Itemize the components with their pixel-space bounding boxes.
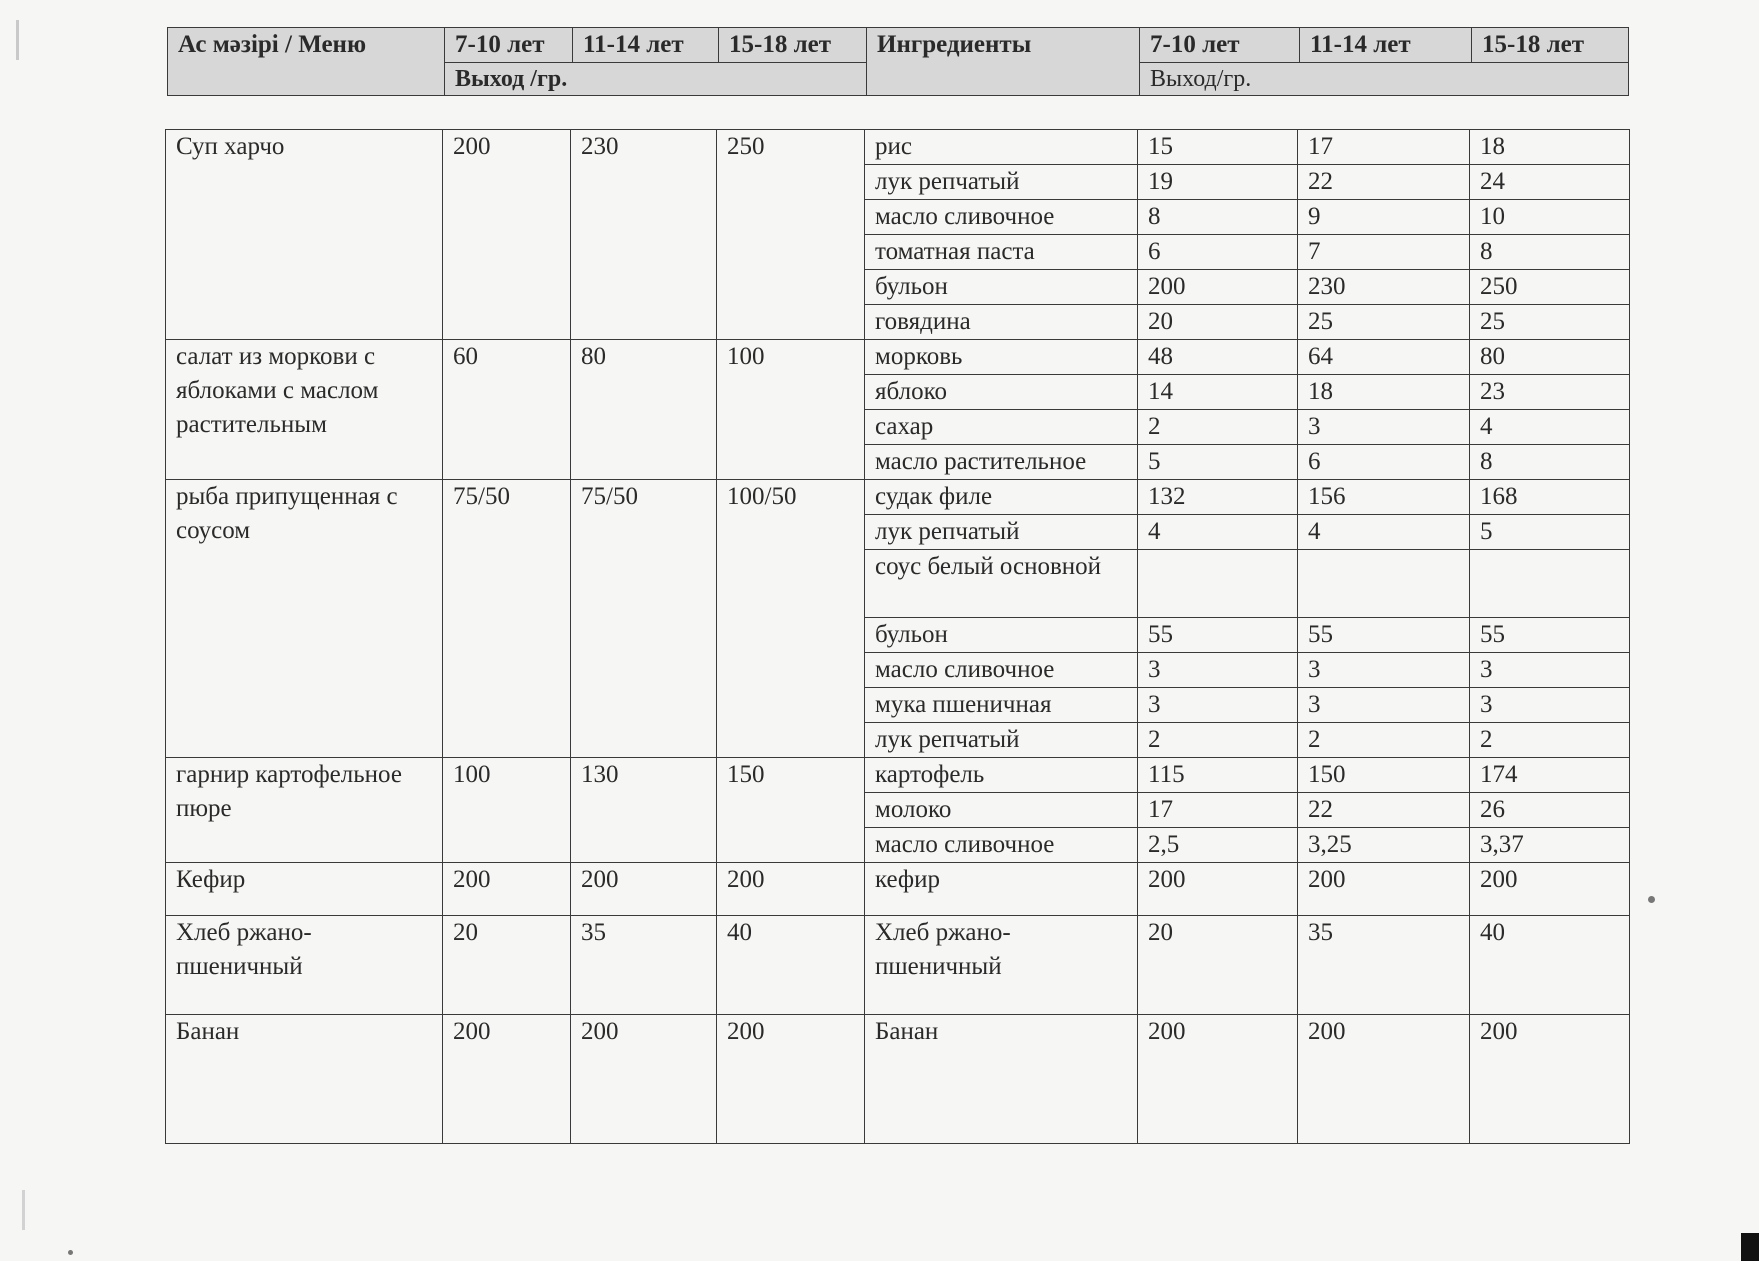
menu-column-header: Ас мәзірі / Меню — [168, 28, 445, 96]
ingredient-value: 2,5 — [1138, 828, 1298, 863]
ingredient-value: 250 — [1470, 270, 1630, 305]
ingredient-value: 22 — [1298, 165, 1470, 200]
dish-yield: 200 — [571, 863, 717, 916]
ingredient-name: яблоко — [865, 375, 1138, 410]
age-7-10-header: 7-10 лет — [445, 28, 573, 63]
dish-name: рыба припущенная с соусом — [166, 480, 443, 758]
ingredient-value: 18 — [1470, 130, 1630, 165]
scan-corner-mark — [1741, 1233, 1759, 1261]
ingredient-name: рис — [865, 130, 1138, 165]
ingredient-value: 200 — [1298, 1015, 1470, 1144]
dish-yield: 20 — [443, 916, 571, 1015]
dish-name: Кефир — [166, 863, 443, 916]
ingredient-value: 3 — [1298, 688, 1470, 723]
age-15-18-header: 15-18 лет — [719, 28, 867, 63]
ingredient-value: 55 — [1138, 618, 1298, 653]
dish-yield: 200 — [443, 130, 571, 340]
ingredient-value: 3 — [1470, 653, 1630, 688]
ingredient-name: соус белый основной — [865, 550, 1138, 618]
ingredient-value: 200 — [1138, 270, 1298, 305]
dish-yield: 100 — [717, 340, 865, 480]
dish-yield: 200 — [443, 863, 571, 916]
ingredient-name: говядина — [865, 305, 1138, 340]
scan-speck — [68, 1250, 73, 1255]
ingredient-value: 64 — [1298, 340, 1470, 375]
dish-yield: 200 — [571, 1015, 717, 1144]
yield-header-left: Выход /гр. — [445, 63, 867, 96]
dish-yield: 40 — [717, 916, 865, 1015]
ingredient-value: 4 — [1298, 515, 1470, 550]
ingredient-name: картофель — [865, 758, 1138, 793]
ingredient-value — [1138, 550, 1298, 618]
ingredient-value: 3,37 — [1470, 828, 1630, 863]
ingredient-value: 6 — [1138, 235, 1298, 270]
dish-yield: 80 — [571, 340, 717, 480]
dish-yield: 60 — [443, 340, 571, 480]
ingredient-value: 8 — [1470, 235, 1630, 270]
scan-speck — [1648, 896, 1655, 903]
ingredient-value: 8 — [1138, 200, 1298, 235]
ingredient-name: кефир — [865, 863, 1138, 916]
ingredient-age-15-18-header: 15-18 лет — [1472, 28, 1629, 63]
ingredient-value: 150 — [1298, 758, 1470, 793]
dish-yield: 100/50 — [717, 480, 865, 758]
ingredient-value: 200 — [1470, 1015, 1630, 1144]
ingredient-value: 3 — [1298, 410, 1470, 445]
ingredient-value: 132 — [1138, 480, 1298, 515]
ingredient-value: 9 — [1298, 200, 1470, 235]
ingredient-value: 2 — [1138, 723, 1298, 758]
ingredient-name: масло сливочное — [865, 653, 1138, 688]
ingredient-value: 22 — [1298, 793, 1470, 828]
ingredient-name: масло сливочное — [865, 200, 1138, 235]
dish-name: салат из моркови с яблоками с маслом растительным — [166, 340, 443, 480]
ingredient-name: масло сливочное — [865, 828, 1138, 863]
dish-yield: 130 — [571, 758, 717, 863]
menu-header-table — [167, 27, 1629, 96]
ingredient-value: 17 — [1298, 130, 1470, 165]
dish-yield: 150 — [717, 758, 865, 863]
ingredient-value: 2 — [1470, 723, 1630, 758]
dish-yield: 200 — [717, 863, 865, 916]
ingredient-value: 20 — [1138, 305, 1298, 340]
ingredient-value: 200 — [1470, 863, 1630, 916]
ingredient-value: 40 — [1470, 916, 1630, 1015]
ingredient-value: 35 — [1298, 916, 1470, 1015]
dish-name: гарнир картофельное пюре — [166, 758, 443, 863]
ingredient-name: бульон — [865, 618, 1138, 653]
ingredient-value: 200 — [1138, 1015, 1298, 1144]
ingredient-value: 25 — [1470, 305, 1630, 340]
ingredient-name: сахар — [865, 410, 1138, 445]
ingredient-value: 5 — [1138, 445, 1298, 480]
dish-name: Банан — [166, 1015, 443, 1144]
ingredient-value — [1470, 550, 1630, 618]
ingredient-name: мука пшеничная — [865, 688, 1138, 723]
ingredient-name: Банан — [865, 1015, 1138, 1144]
ingredient-value: 200 — [1138, 863, 1298, 916]
menu-body-table — [165, 129, 1630, 1144]
dish-yield: 200 — [443, 1015, 571, 1144]
ingredient-value — [1298, 550, 1470, 618]
ingredient-value: 19 — [1138, 165, 1298, 200]
age-11-14-header: 11-14 лет — [573, 28, 719, 63]
ingredient-name: судак филе — [865, 480, 1138, 515]
ingredient-name: томатная паста — [865, 235, 1138, 270]
ingredient-name: морковь — [865, 340, 1138, 375]
ingredient-value: 168 — [1470, 480, 1630, 515]
ingredient-value: 174 — [1470, 758, 1630, 793]
dish-yield: 200 — [717, 1015, 865, 1144]
ingredient-name: лук репчатый — [865, 165, 1138, 200]
ingredient-value: 80 — [1470, 340, 1630, 375]
ingredient-value: 55 — [1298, 618, 1470, 653]
ingredient-value: 26 — [1470, 793, 1630, 828]
ingredients-column-header: Ингредиенты — [867, 28, 1140, 96]
ingredient-name: Хлеб ржано-пшеничный — [865, 916, 1138, 1015]
ingredient-value: 3 — [1138, 688, 1298, 723]
ingredient-value: 5 — [1470, 515, 1630, 550]
dish-name: Хлеб ржано-пшеничный — [166, 916, 443, 1015]
scan-edge-mark — [22, 1190, 25, 1230]
dish-yield: 75/50 — [571, 480, 717, 758]
ingredient-value: 115 — [1138, 758, 1298, 793]
ingredient-value: 24 — [1470, 165, 1630, 200]
ingredient-value: 23 — [1470, 375, 1630, 410]
ingredient-value: 3 — [1470, 688, 1630, 723]
ingredient-value: 4 — [1470, 410, 1630, 445]
ingredient-age-11-14-header: 11-14 лет — [1300, 28, 1472, 63]
ingredient-value: 7 — [1298, 235, 1470, 270]
ingredient-value: 8 — [1470, 445, 1630, 480]
ingredient-value: 55 — [1470, 618, 1630, 653]
ingredient-value: 156 — [1298, 480, 1470, 515]
ingredient-value: 3 — [1298, 653, 1470, 688]
ingredient-name: лук репчатый — [865, 515, 1138, 550]
ingredient-value: 25 — [1298, 305, 1470, 340]
ingredient-value: 230 — [1298, 270, 1470, 305]
ingredient-value: 3,25 — [1298, 828, 1470, 863]
dish-yield: 100 — [443, 758, 571, 863]
ingredient-value: 18 — [1298, 375, 1470, 410]
dish-yield: 75/50 — [443, 480, 571, 758]
ingredient-name: лук репчатый — [865, 723, 1138, 758]
dish-yield: 230 — [571, 130, 717, 340]
ingredient-value: 48 — [1138, 340, 1298, 375]
dish-name: Суп харчо — [166, 130, 443, 340]
yield-header-right: Выход/гр. — [1140, 63, 1629, 96]
ingredient-value: 20 — [1138, 916, 1298, 1015]
ingredient-value: 6 — [1298, 445, 1470, 480]
ingredient-value: 200 — [1298, 863, 1470, 916]
scan-edge-mark — [16, 20, 19, 60]
ingredient-value: 3 — [1138, 653, 1298, 688]
ingredient-value: 2 — [1138, 410, 1298, 445]
ingredient-value: 14 — [1138, 375, 1298, 410]
ingredient-name: масло растительное — [865, 445, 1138, 480]
ingredient-value: 10 — [1470, 200, 1630, 235]
ingredient-value: 15 — [1138, 130, 1298, 165]
ingredient-value: 2 — [1298, 723, 1470, 758]
dish-yield: 250 — [717, 130, 865, 340]
ingredient-age-7-10-header: 7-10 лет — [1140, 28, 1300, 63]
ingredient-name: бульон — [865, 270, 1138, 305]
dish-yield: 35 — [571, 916, 717, 1015]
ingredient-name: молоко — [865, 793, 1138, 828]
ingredient-value: 4 — [1138, 515, 1298, 550]
ingredient-value: 17 — [1138, 793, 1298, 828]
